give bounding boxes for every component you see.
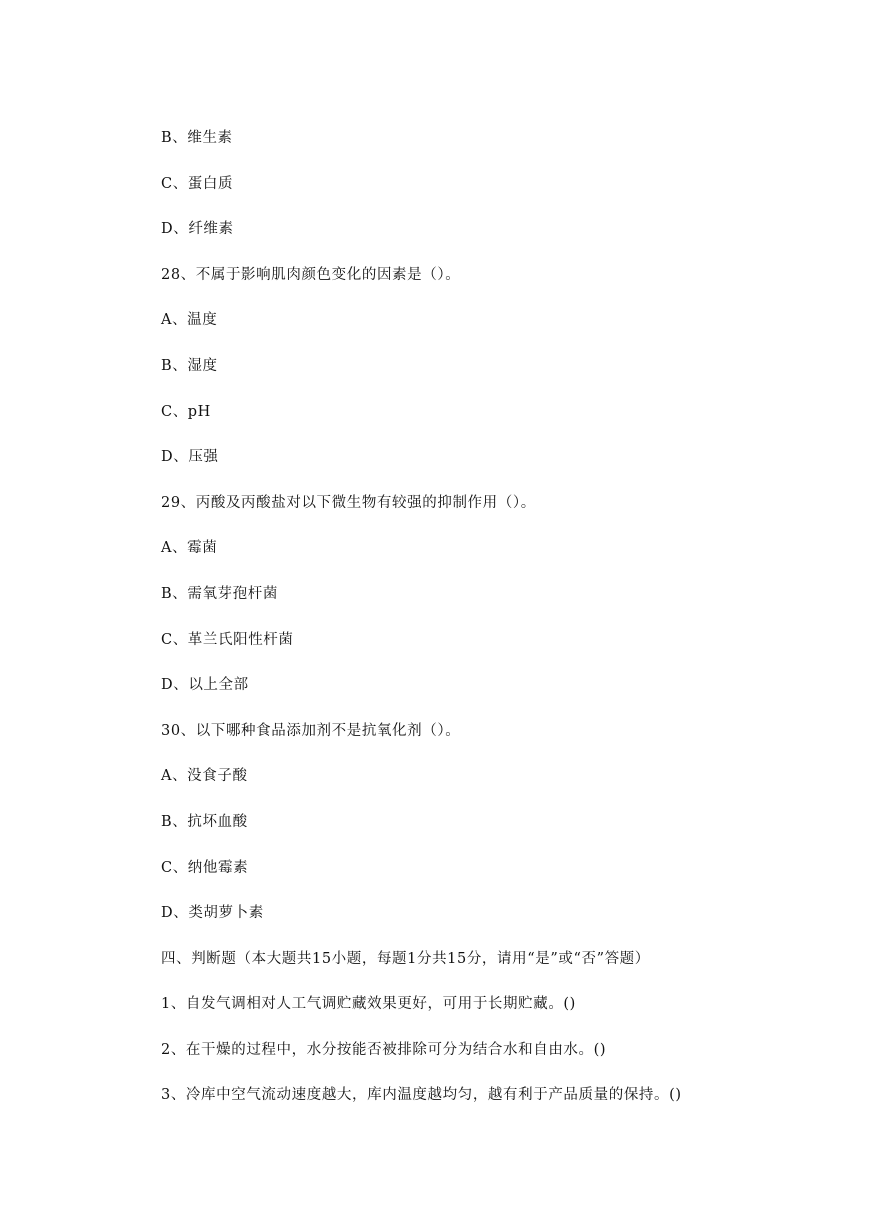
question-29: 29、丙酸及丙酸盐对以下微生物有较强的抑制作用（）。 bbox=[161, 494, 536, 511]
q29-option-b: B、需氧芽孢杆菌 bbox=[161, 585, 278, 602]
section-heading-true-false: 四、判断题（本大题共15小题，每题1分共15分，请用“是”或“否”答题） bbox=[161, 950, 650, 967]
text-lines bbox=[161, 126, 841, 1129]
q30-option-c: C、纳他霉素 bbox=[161, 859, 249, 876]
option-b-vitamin: B、维生素 bbox=[161, 130, 233, 146]
q28-option-d: D、压强 bbox=[161, 449, 219, 466]
q28-option-b: B、湿度 bbox=[161, 357, 218, 374]
option-c-protein: C、蛋白质 bbox=[161, 175, 234, 192]
q30-option-a: A、没食子酸 bbox=[161, 768, 248, 785]
option-d-fiber: D、纤维素 bbox=[161, 221, 234, 238]
tf-question-1: 1、自发气调相对人工气调贮藏效果更好，可用于长期贮藏。() bbox=[161, 996, 576, 1013]
q28-option-a: A、温度 bbox=[161, 312, 218, 329]
q29-option-d: D、以上全部 bbox=[161, 677, 249, 694]
q30-option-b: B、抗坏血酸 bbox=[161, 813, 248, 830]
q29-option-a: A、霉菌 bbox=[161, 540, 218, 557]
tf-question-2: 2、在干燥的过程中，水分按能否被排除可分为结合水和自由水。() bbox=[161, 1041, 607, 1058]
q29-option-c: C、革兰氏阳性杆菌 bbox=[161, 631, 294, 648]
question-28: 28、不属于影响肌肉颜色变化的因素是（）。 bbox=[161, 266, 461, 283]
q28-option-c: C、pH bbox=[161, 403, 211, 420]
q30-option-d: D、类胡萝卜素 bbox=[161, 905, 264, 922]
question-30: 30、以下哪种食品添加剂不是抗氧化剂（）。 bbox=[161, 722, 461, 739]
tf-question-3: 3、冷库中空气流动速度越大，库内温度越均匀，越有利于产品质量的保持。() bbox=[161, 1087, 682, 1104]
